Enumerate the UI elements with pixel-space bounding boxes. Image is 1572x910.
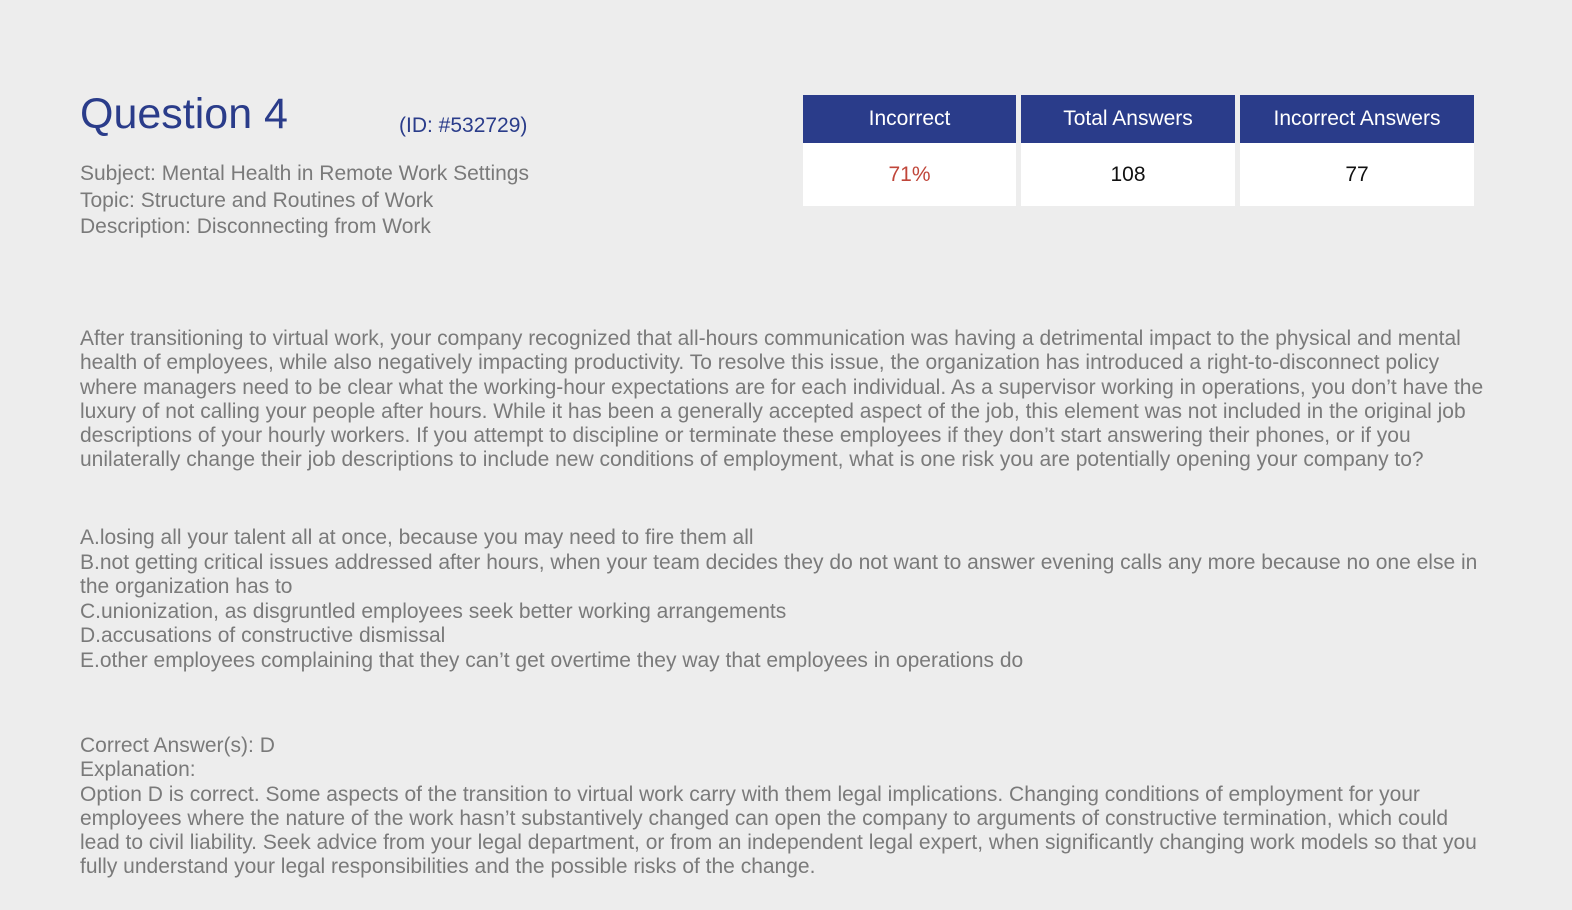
answer-block (80, 734, 1490, 880)
option-d: D.accusations of constructive dismissal (80, 624, 446, 647)
stat-incorrect (803, 95, 1016, 206)
explanation-label: Explanation: (80, 758, 196, 782)
explanation-text: Option D is correct. Some aspects of the transition to virtual work carry with them legal implications. Changing conditions of employment for your employees where the nature of the work hasn’t substantively changed can open the company to arguments of constructive termination, which could lead to civil liability. Seek advice from your legal department, or from an independent legal expert, when significantly changing work models so that you fully understand your legal responsibilities and the possible risks of the change. (80, 782, 1477, 879)
topic-line: Topic: Structure and Routines of Work (80, 188, 434, 212)
stat-total-answers (1021, 95, 1235, 206)
option-b: B.not getting critical issues addressed after hours, when your team decides they do not want to answer evening calls any more because no one else in the organization has to (80, 550, 1478, 598)
stat-incorrect-value: 71% (803, 143, 1016, 206)
answer-options (80, 526, 1490, 673)
stat-total-header: Total Answers (1021, 95, 1235, 143)
stat-incorrect-answers-header: Incorrect Answers (1240, 95, 1474, 143)
subject-line: Subject: Mental Health in Remote Work Settings (80, 162, 529, 185)
stat-incorrect-answers (1240, 95, 1474, 206)
question-text: After transitioning to virtual work, your company recognized that all-hours communication was having a detrimental impact to the physical and mental health of employees, while also negatively impacting productivity. To resolve this issue, the organization has introduced a right-to-disconnect policy where managers need to be clear what the working-hour expectations are for each individual. As a supervisor working in operations, you don’t have the luxury of not calling your people after hours. While it has been a generally accepted aspect of the job, this element was not included in the original job descriptions of your hourly workers. If you attempt to discipline or terminate these employees if they don’t start answering their phones, or if you unilaterally change their job descriptions to include new conditions of employment, what is one risk you are potentially opening your company to? (80, 327, 1484, 472)
question-id: (ID: #532729) (399, 114, 528, 137)
stats-table (803, 95, 1474, 206)
stat-incorrect-answers-value: 77 (1240, 143, 1474, 206)
option-a: A.losing all your talent all at once, because you may need to fire them all (80, 526, 754, 549)
question-title: Question 4 (80, 90, 288, 138)
stat-total-value: 108 (1021, 143, 1235, 206)
stat-incorrect-header: Incorrect (803, 95, 1016, 143)
option-c: C.unionization, as disgruntled employees seek better working arrangements (80, 599, 787, 623)
correct-answer: Correct Answer(s): D (80, 734, 275, 757)
description-line: Description: Disconnecting from Work (80, 215, 431, 238)
option-e: E.other employees complaining that they can’t get overtime they way that employees in operations do (80, 648, 1024, 672)
question-meta (80, 161, 529, 241)
